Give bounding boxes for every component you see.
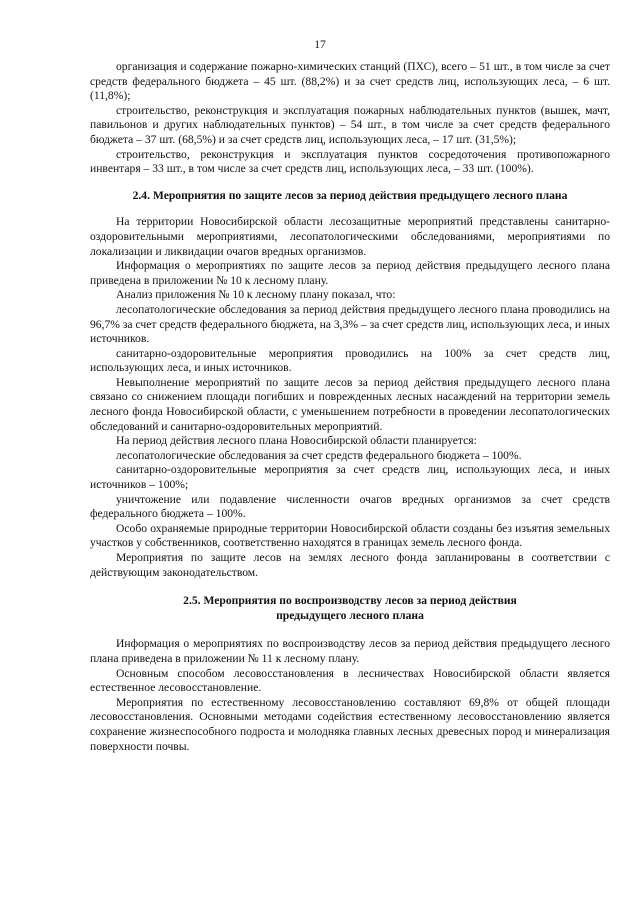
- paragraph: Информация о мероприятиях по защите лесов за период действия предыдущего лесного плана приведена в приложении № 10 к лесному плану.: [90, 259, 610, 287]
- paragraph: строительство, реконструкция и эксплуатация пожарных наблюдательных пунктов (вышек, мачт, павильонов и других наблюдательных пунктов) – 54 шт., в том числе за счет средств федерального бюджета – 37 шт. (68,5%) и за счет средств лиц, использующих леса, – 17 шт. (31,5%);: [90, 103, 610, 146]
- paragraph: На территории Новосибирской области лесозащитные мероприятий представлены санитарно-оздоровительными мероприятиями, лесопатологическими обследованиями, мероприятиями по локализации и ликвидации очагов вредных организмов.: [90, 215, 610, 258]
- paragraph: санитарно-оздоровительные мероприятия проводились на 100% за счет средств лиц, использующих леса, и иных источников.: [90, 346, 610, 375]
- paragraph: Информация о мероприятиях по воспроизводству лесов за период действия предыдущего лесного плана приведена в приложении № 11 к лесному плану.: [90, 637, 610, 665]
- paragraph: Анализ приложения № 10 к лесному плану показал, что:: [116, 288, 396, 302]
- section-heading-2-5: [90, 594, 610, 623]
- page-number: 17: [314, 38, 326, 51]
- section-2-4-body: [90, 215, 610, 580]
- paragraph: Мероприятия по естественному лесовосстановлению составляют 69,8% от общей площади лесовосстановления. Основными методами содействия естественному лесовосстановлению является сохранение жизнеспособного подроста и молодняка главных лесных древесных пород и минерализация поверхности почвы.: [90, 695, 610, 753]
- section-2-5-body: [90, 637, 610, 754]
- paragraph: санитарно-оздоровительные мероприятия за счет средств лиц, использующих леса, и иных источников – 100%;: [90, 463, 610, 492]
- paragraph: Особо охраняемые природные территории Новосибирской области созданы без изъятия земельных участков у собственников, соответственно находятся в границах земель лесного фонда.: [90, 521, 610, 550]
- paragraph: лесопатологические обследования за период действия предыдущего лесного плана проводились на 96,7% за счет средств федерального бюджета, на 3,3% – за счет средств лиц, использующих леса, и иных источников.: [90, 302, 610, 346]
- section-heading-line: предыдущего лесного плана: [276, 608, 424, 622]
- page-content: [90, 60, 610, 754]
- paragraph: строительство, реконструкция и эксплуатация пунктов сосредоточения противопожарного инвентаря – 33 шт., в том числе за счет средств лиц, использующих леса, – 33 шт. (100%).: [90, 147, 610, 176]
- paragraph: организация и содержание пожарно-химических станций (ПХС), всего – 51 шт., в том числе за счет средств федерального бюджета – 45 шт. (88,2%) и за счет средств лиц, использующих леса, – 6 шт. (11,8%);: [90, 60, 610, 103]
- paragraph: На период действия лесного плана Новосибирской области планируется:: [116, 434, 477, 448]
- paragraph: лесопатологические обследования за счет средств федерального бюджета – 100%.: [116, 448, 522, 462]
- section-heading-2-4: 2.4. Мероприятия по защите лесов за период действия предыдущего лесного плана: [132, 188, 568, 202]
- paragraph: Мероприятия по защите лесов на землях лесного фонда запланированы в соответствии с действующим законодательством.: [90, 551, 610, 579]
- paragraph: Основным способом лесовосстановления в лесничествах Новосибирской области является естественное лесовосстановление.: [90, 666, 610, 695]
- section-heading-line: 2.5. Мероприятия по воспроизводству лесов за период действия: [183, 594, 517, 608]
- section-fire-measures-continued: [90, 60, 610, 177]
- paragraph: Невыполнение мероприятий по защите лесов за период действия предыдущего лесного плана связано со снижением площади погибших и поврежденных лесных насаждений на территории земель лесного фонда Новосибирской области, с уменьшением потребности в проведении лесопатологических обследований и санитарно-оздоровительных мероприятий.: [90, 375, 610, 433]
- paragraph: уничтожение или подавление численности очагов вредных организмов за счет средств федерального бюджета – 100%.: [90, 492, 610, 521]
